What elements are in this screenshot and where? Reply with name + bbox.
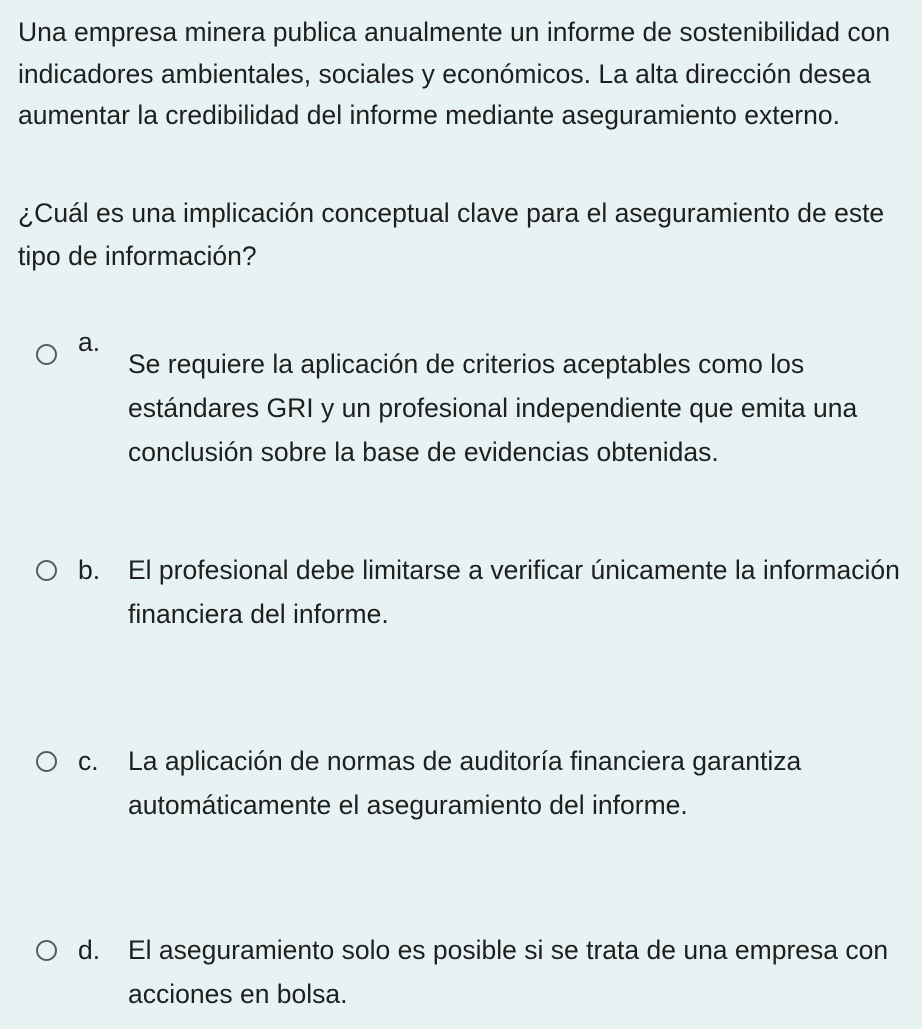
question-stem: Una empresa minera publica anualmente un informe de sostenibilidad con indicadores ambientales, sociales y económicos. La alta dirección desea aumentar la credibilidad del informe mediante aseguramiento externo. [18,17,891,130]
radio-button-a[interactable] [36,344,57,365]
option-text-a[interactable]: Se requiere la aplicación de criterios aceptables como los estándares GRI y un profesional independiente que emita una conclusión sobre la base de evidencias obtenidas. [128,349,858,467]
option-text-b[interactable]: El profesional debe limitarse a verificar únicamente la información financiera del informe. [128,555,900,629]
option-text-c[interactable]: La aplicación de normas de auditoría financiera garantiza automáticamente el aseguramiento del informe. [128,746,802,820]
option-letter-b: b. [78,555,101,585]
option-letter-c: c. [78,746,99,776]
option-letter-a: a. [78,327,101,357]
radio-button-c[interactable] [36,751,57,772]
radio-button-b[interactable] [36,560,57,581]
question-prompt: ¿Cuál es una implicación conceptual clave para el aseguramiento de este tipo de información? [18,198,885,271]
radio-button-d[interactable] [36,940,57,961]
option-text-d[interactable]: El aseguramiento solo es posible si se trata de una empresa con acciones en bolsa. [128,935,889,1009]
option-letter-d: d. [78,935,101,965]
